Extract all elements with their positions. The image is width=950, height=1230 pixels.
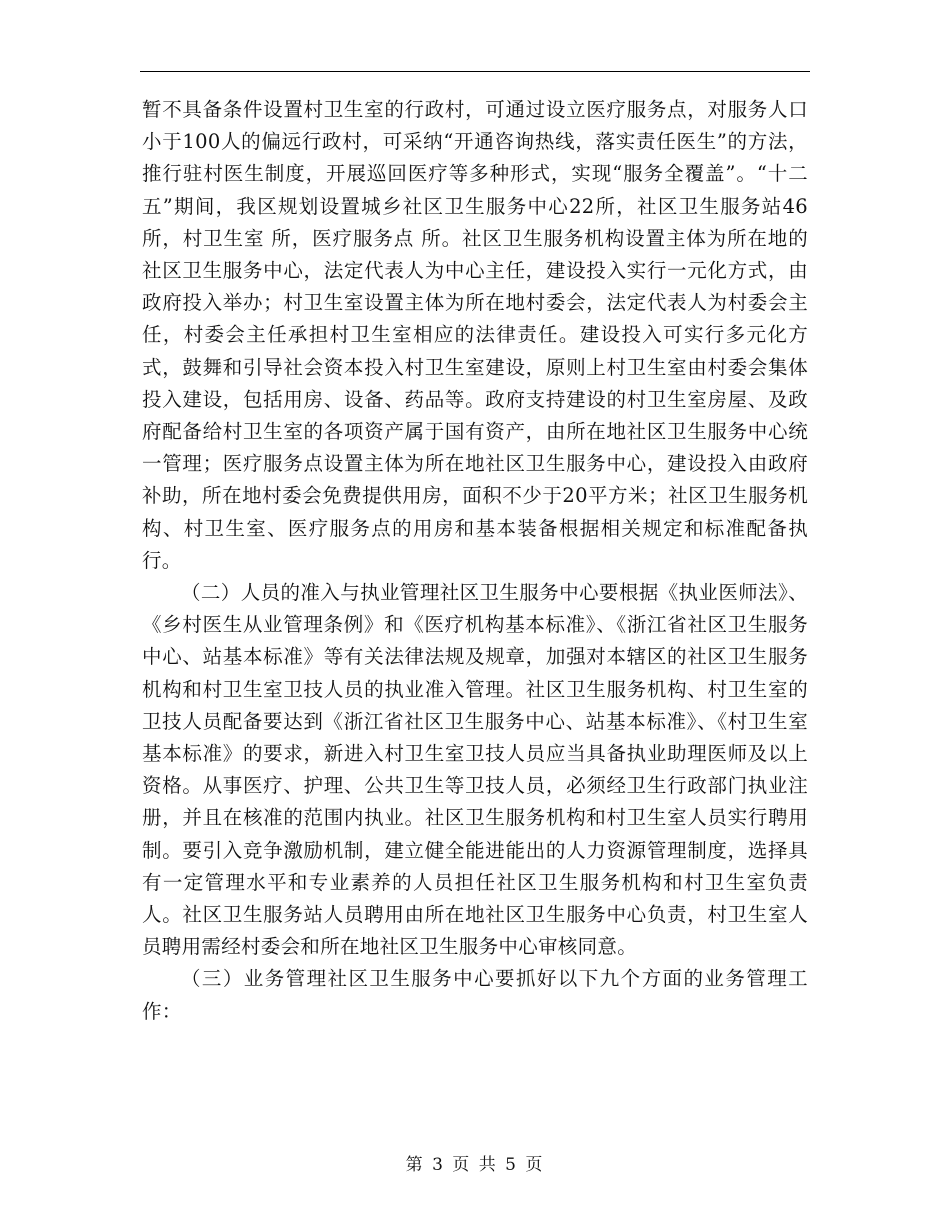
header-rule [140,71,810,72]
body-text [142,94,808,1028]
page-footer: 第 3 页 共 5 页 [405,1155,545,1175]
paragraph-2: （二）人员的准入与执业管理社区卫生服务中心要根据《执业医师法》、《乡村医生从业管理条例》和《医疗机构基本标准》、《浙江省社区卫生服务中心、站基本标准》等有关法律法规及规章，加强对本辖区的社区卫生服务机构和村卫生室卫技人员的执业准入管理。社区卫生服务机构、村卫生室的卫技人员配备要达到《浙江省社区卫生服务中心、站基本标准》、《村卫生室基本标准》的要求，新进入村卫生室卫技人员应当具备执业助理医师及以上资格。从事医疗、护理、公共卫生等卫技人员，必须经卫生行政部门执业注册，并且在核准的范围内执业。社区卫生服务机构和村卫生室人员实行聘用制。要引入竞争激励机制，建立健全能进能出的人力资源管理制度，选择具有一定管理水平和专业素养的人员担任社区卫生服务机构和村卫生室负责人。社区卫生服务站人员聘用由所在地社区卫生服务中心负责，村卫生室人员聘用需经村委会和所在地社区卫生服务中心审核同意。 [142,581,808,959]
paragraph-3: （三）业务管理社区卫生服务中心要抓好以下九个方面的业务管理工作： [142,967,808,1023]
paragraph-1: 暂不具备条件设置村卫生室的行政村，可通过设立医疗服务点，对服务人口小于100人的偏远行政村，可采纳“开通咨询热线，落实责任医生”的方法，推行驻村医生制度，开展巡回医疗等多种形式，实现“服务全覆盖”。“十二五”期间，我区规划设置城乡社区卫生服务中心22所，社区卫生服务站46所，村卫生室 所，医疗服务点 所。社区卫生服务机构设置主体为所在地的社区卫生服务中心，法定代表人为中心主任，建设投入实行一元化方式，由政府投入举办；村卫生室设置主体为所在地村委会，法定代表人为村委会主任，村委会主任承担村卫生室相应的法律责任。建设投入可实行多元化方式，鼓舞和引导社会资本投入村卫生室建设，原则上村卫生室由村委会集体投入建设，包括用房、设备、药品等。政府支持建设的村卫生室房屋、及政府配备给村卫生室的各项资产属于国有资产，由所在地社区卫生服务中心统一管理；医疗服务点设置主体为所在地社区卫生服务中心，建设投入由政府补助，所在地村委会免费提供用房，面积不少于20平方米；社区卫生服务机构、村卫生室、医疗服务点的用房和基本装备根据相关规定和标准配备执行。 [142,98,808,572]
